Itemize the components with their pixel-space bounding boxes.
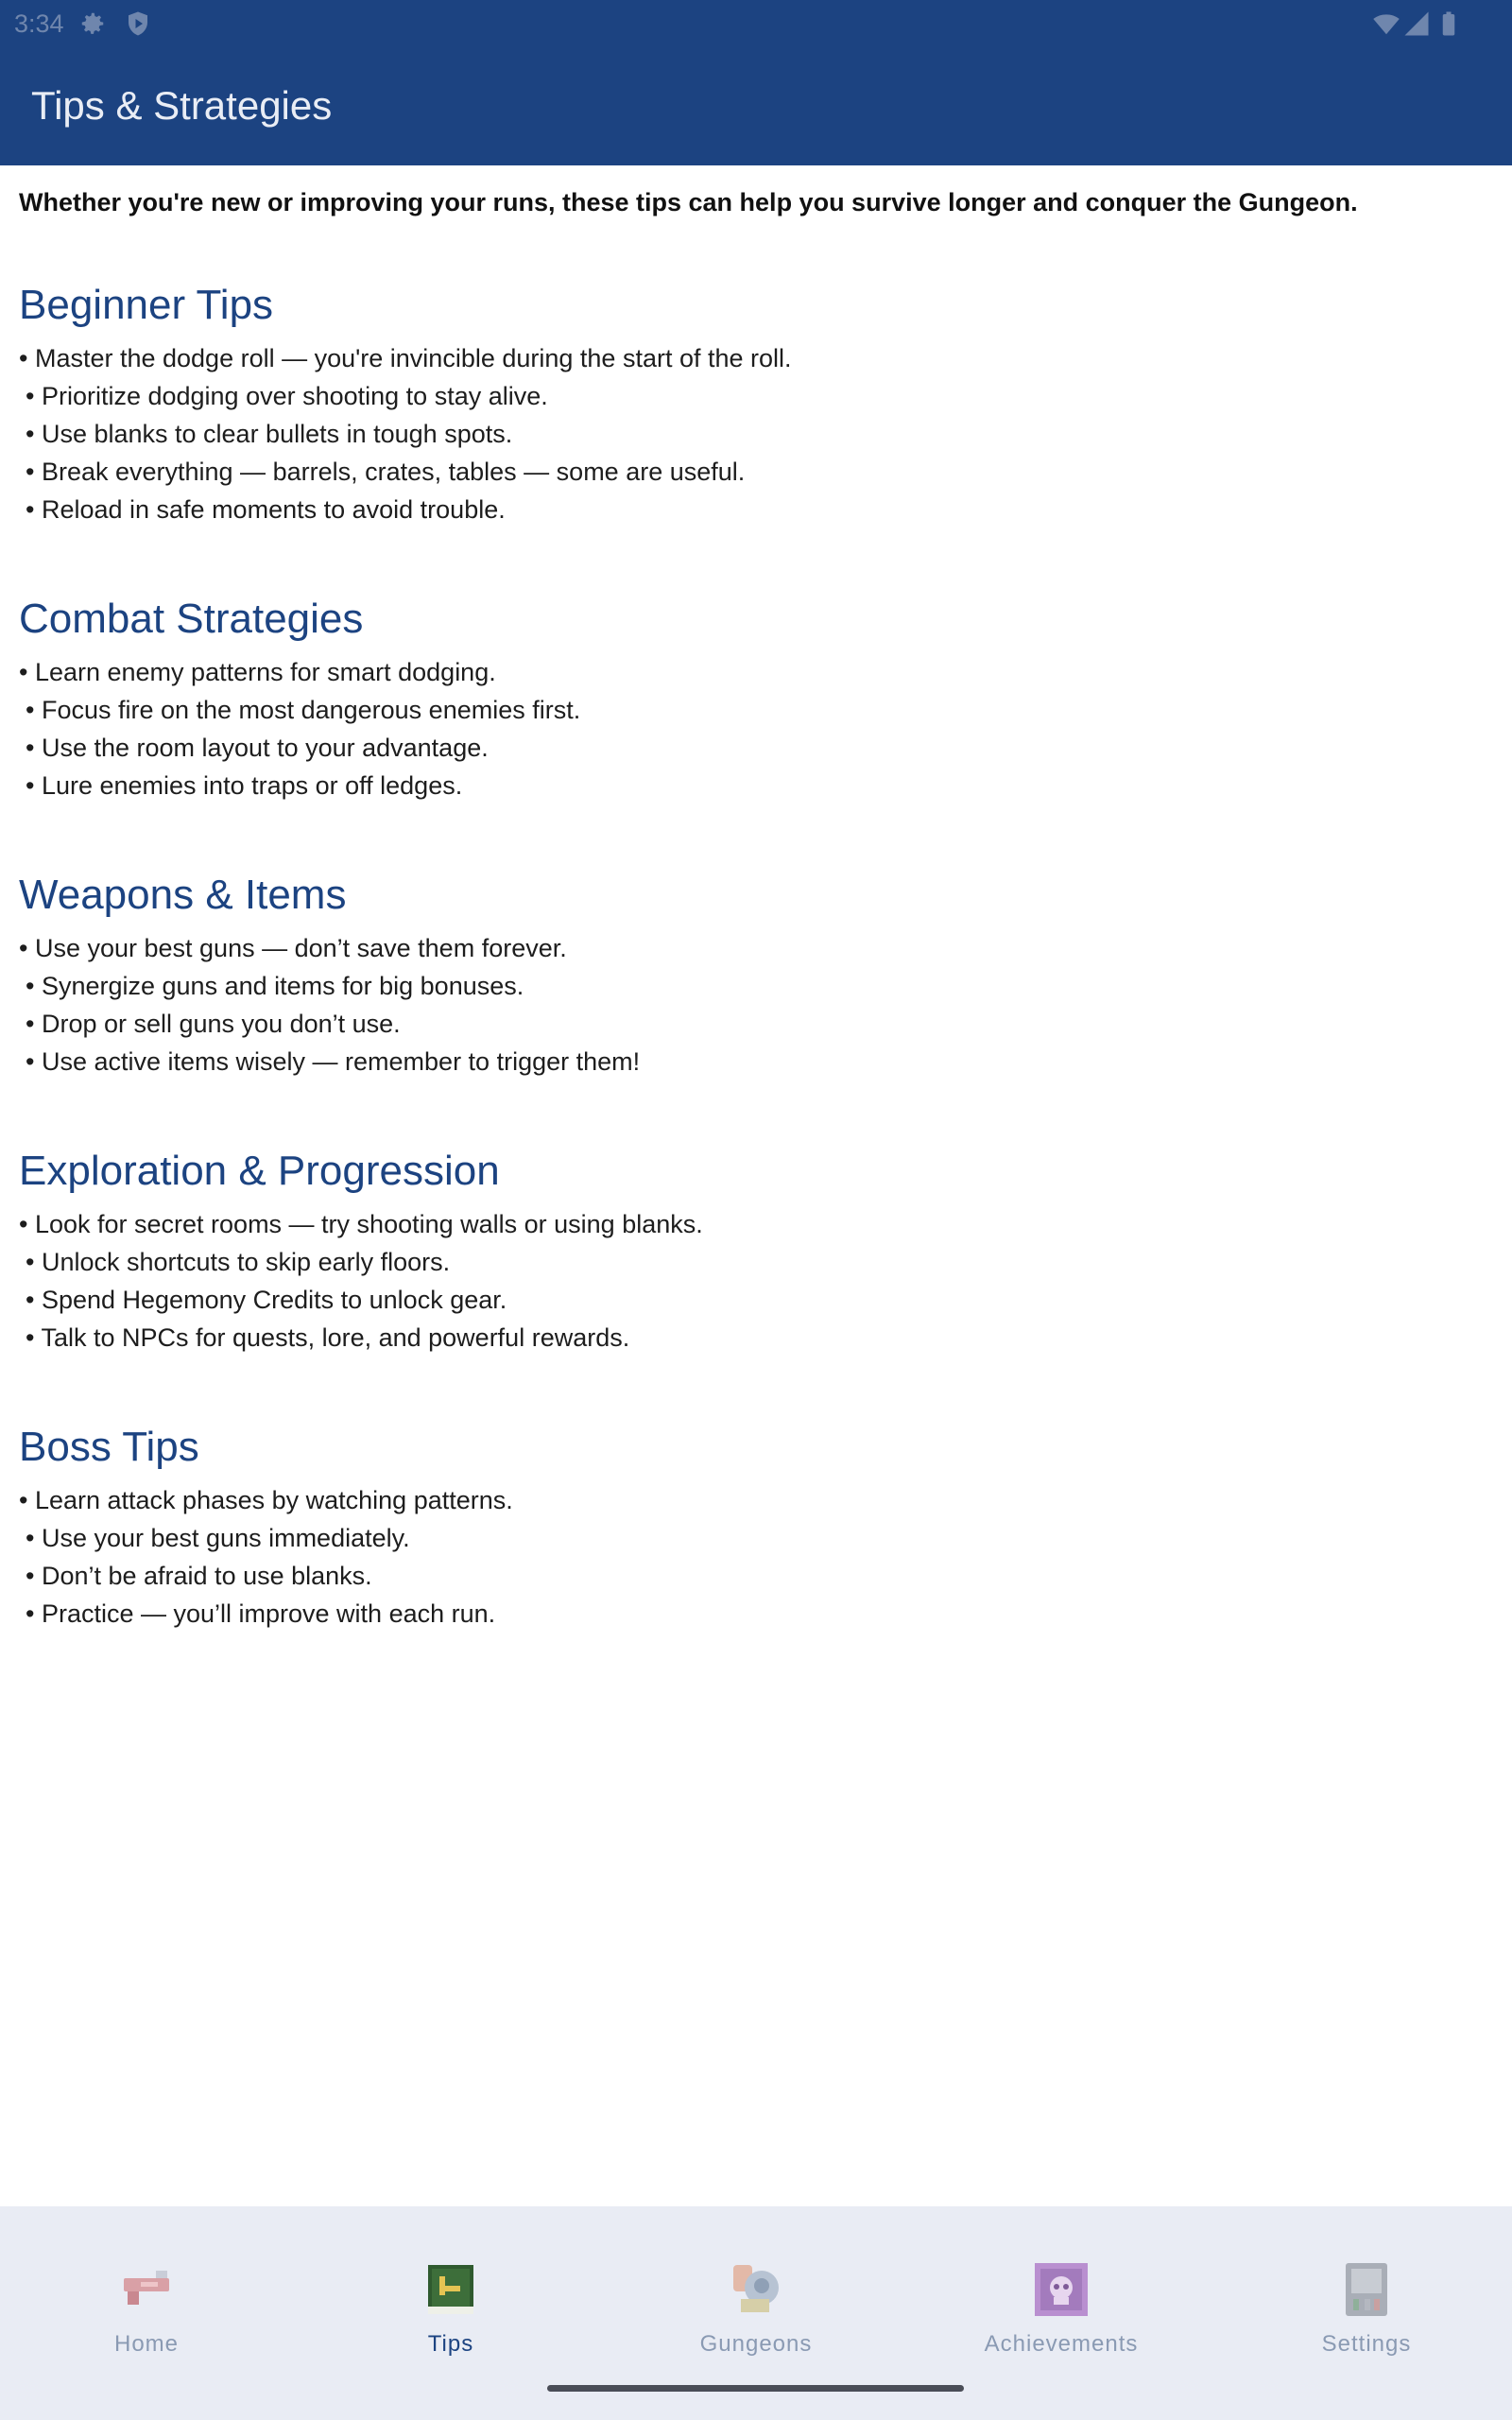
- tip-item: • Focus fire on the most dangerous enemies first.: [26, 696, 581, 724]
- tips-list: [19, 1481, 1436, 1633]
- nav-label: Settings: [1321, 2331, 1412, 2357]
- book-icon: [422, 2261, 479, 2318]
- nav-label: Tips: [427, 2331, 474, 2357]
- tip-item: • Don’t be afraid to use blanks.: [26, 1562, 372, 1590]
- nav-label: Home: [113, 2331, 180, 2357]
- status-bar: [0, 0, 1512, 47]
- section-title: Exploration & Progression: [19, 1148, 500, 1194]
- gear-icon: [78, 9, 107, 38]
- nav-item-tips[interactable]: [356, 2235, 545, 2357]
- signal-icon: [1402, 9, 1431, 38]
- tip-item: • Use your best guns — don’t save them forever.: [19, 934, 567, 962]
- tip-item: • Lure enemies into traps or off ledges.: [26, 771, 463, 800]
- nav-item-home[interactable]: [52, 2235, 241, 2357]
- nav-item-achievements[interactable]: [967, 2235, 1156, 2357]
- nav-item-settings[interactable]: [1272, 2235, 1461, 2357]
- section-weapons-items: [19, 869, 1436, 1080]
- tips-list: [19, 653, 1436, 804]
- status-time: 3:34: [14, 9, 64, 38]
- tip-item: • Use active items wisely — remember to trigger them!: [26, 1047, 641, 1076]
- section-title: Weapons & Items: [19, 872, 347, 918]
- section-title: Beginner Tips: [19, 282, 274, 328]
- section-boss-tips: [19, 1421, 1436, 1633]
- nav-item-gungeons[interactable]: [662, 2235, 850, 2357]
- section-title: Boss Tips: [19, 1424, 199, 1470]
- tip-item: • Prioritize dodging over shooting to stay alive.: [26, 382, 548, 410]
- section-combat-strategies: [19, 593, 1436, 804]
- top-bar: [0, 0, 1512, 165]
- section-beginner-tips: [19, 279, 1436, 528]
- tips-list: [19, 339, 1436, 528]
- creature-icon: [728, 2261, 784, 2318]
- tips-list: [19, 1205, 1436, 1357]
- tip-item: • Learn attack phases by watching patterns.: [19, 1486, 513, 1514]
- tip-item: • Look for secret rooms — try shooting walls or using blanks.: [19, 1210, 703, 1238]
- battery-icon: [1435, 9, 1463, 38]
- nav-label: Gungeons: [699, 2331, 813, 2357]
- page-title: Tips & Strategies: [31, 83, 333, 128]
- skull-badge-icon: [1033, 2261, 1090, 2318]
- tip-item: • Use your best guns immediately.: [26, 1524, 410, 1552]
- section-title: Combat Strategies: [19, 596, 364, 642]
- tip-item: • Spend Hegemony Credits to unlock gear.: [26, 1286, 507, 1314]
- tip-item: • Learn enemy patterns for smart dodging.: [19, 658, 496, 686]
- tip-item: • Reload in safe moments to avoid trouble.: [26, 495, 506, 524]
- tip-item: • Break everything — barrels, crates, tables — some are useful.: [26, 458, 746, 486]
- console-icon: [1338, 2261, 1395, 2318]
- wifi-icon: [1372, 9, 1400, 38]
- tip-item: • Master the dodge roll — you're invincible during the start of the roll.: [19, 344, 792, 372]
- shield-play-icon: [124, 9, 152, 38]
- tip-item: • Talk to NPCs for quests, lore, and powerful rewards.: [26, 1323, 630, 1352]
- tip-item: • Unlock shortcuts to skip early floors.: [26, 1248, 451, 1276]
- section-exploration-progression: [19, 1145, 1436, 1357]
- gun-icon: [118, 2261, 175, 2318]
- gesture-handle[interactable]: [547, 2385, 964, 2392]
- tip-item: • Practice — you’ll improve with each run.: [26, 1599, 496, 1628]
- nav-label: Achievements: [984, 2331, 1139, 2357]
- tip-item: • Synergize guns and items for big bonuses.: [26, 972, 524, 1000]
- tip-item: • Drop or sell guns you don’t use.: [26, 1010, 401, 1038]
- intro-text: Whether you're new or improving your runs, these tips can help you survive longer and conquer the Gungeon.: [19, 188, 1358, 216]
- tips-list: [19, 929, 1436, 1080]
- tip-item: • Use the room layout to your advantage.: [26, 734, 489, 762]
- tip-item: • Use blanks to clear bullets in tough spots.: [26, 420, 513, 448]
